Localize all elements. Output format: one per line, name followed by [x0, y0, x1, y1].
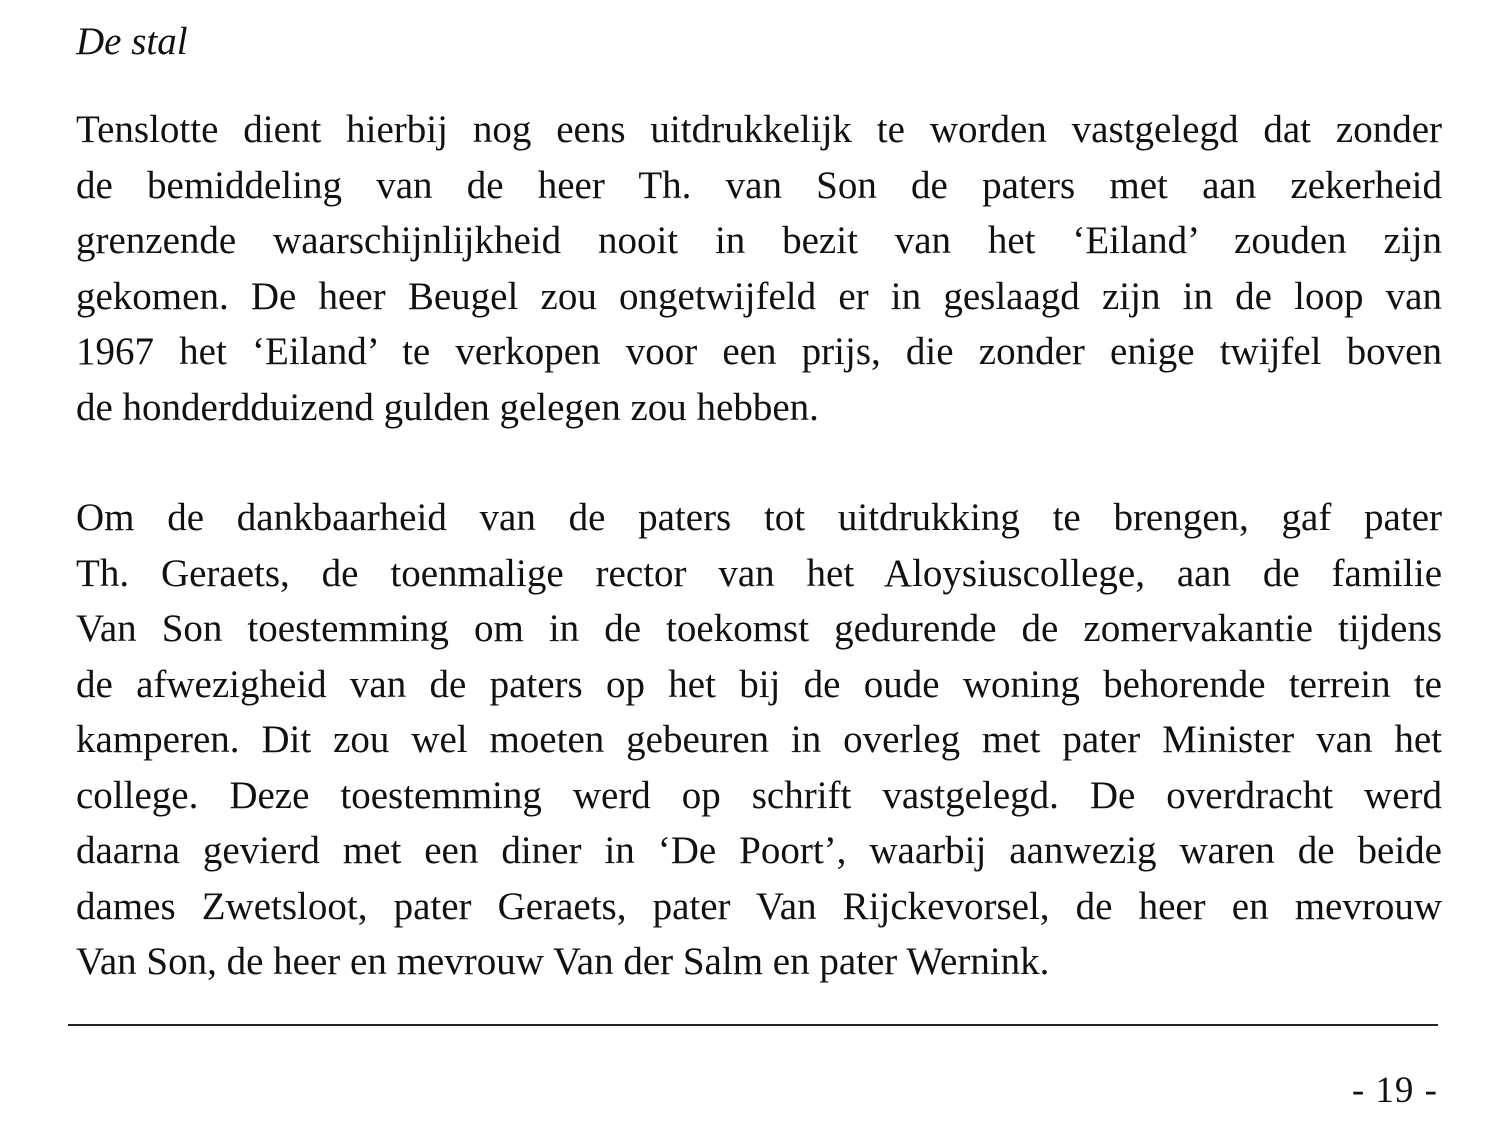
page-number: - 19 - — [1351, 1070, 1438, 1111]
paragraph-line: de afwezigheid van de paters op het bij de oude woning behorende terrein te — [76, 662, 1442, 706]
paragraph-line: grenzende waarschijnlijkheid nooit in bezit van het ‘Eiland’ zouden zijn — [76, 219, 1442, 262]
paragraph-line: Om de dankbaarheid van de paters tot uitdrukking te brengen, gaf pater — [76, 496, 1442, 539]
paragraph-line: gekomen. De heer Beugel zou ongetwijfeld er in geslaagd zijn in de loop van — [76, 274, 1442, 318]
paragraph-line: Van Son, de heer en mevrouw Van der Salm en pater Wernink. — [76, 940, 1050, 983]
paragraph-line: de bemiddeling van de heer Th. van Son de paters met aan zekerheid — [76, 163, 1442, 207]
paragraph-2 — [76, 490, 1442, 990]
paragraph-line: kamperen. Dit zou wel moeten gebeuren in overleg met pater Minister van het — [76, 718, 1442, 761]
paragraph-1 — [76, 102, 1442, 435]
paragraph-line: de honderdduizend gulden gelegen zou hebben. — [76, 385, 819, 429]
paragraph-line: dames Zwetsloot, pater Geraets, pater Van Rijckevorsel, de heer en mevrouw — [76, 884, 1442, 928]
paragraph-line: daarna gevierd met een diner in ‘De Poort’, waarbij aanwezig waren de beide — [76, 829, 1442, 872]
paragraph-line: Th. Geraets, de toenmalige rector van het Aloysiuscollege, aan de familie — [76, 551, 1442, 595]
paragraph-line: Tenslotte dient hierbij nog eens uitdrukkelijk te worden vastgelegd dat zonder — [76, 108, 1442, 151]
footer-divider — [68, 1024, 1438, 1026]
paragraph-line: 1967 het ‘Eiland’ te verkopen voor een prijs, die zonder enige twijfel boven — [76, 330, 1442, 373]
paragraph-line: college. Deze toestemming werd op schrift vastgelegd. De overdracht werd — [76, 773, 1442, 817]
section-heading: De stal — [76, 20, 188, 63]
paragraph-line: Van Son toestemming om in de toekomst gedurende de zomervakantie tijdens — [76, 607, 1442, 650]
